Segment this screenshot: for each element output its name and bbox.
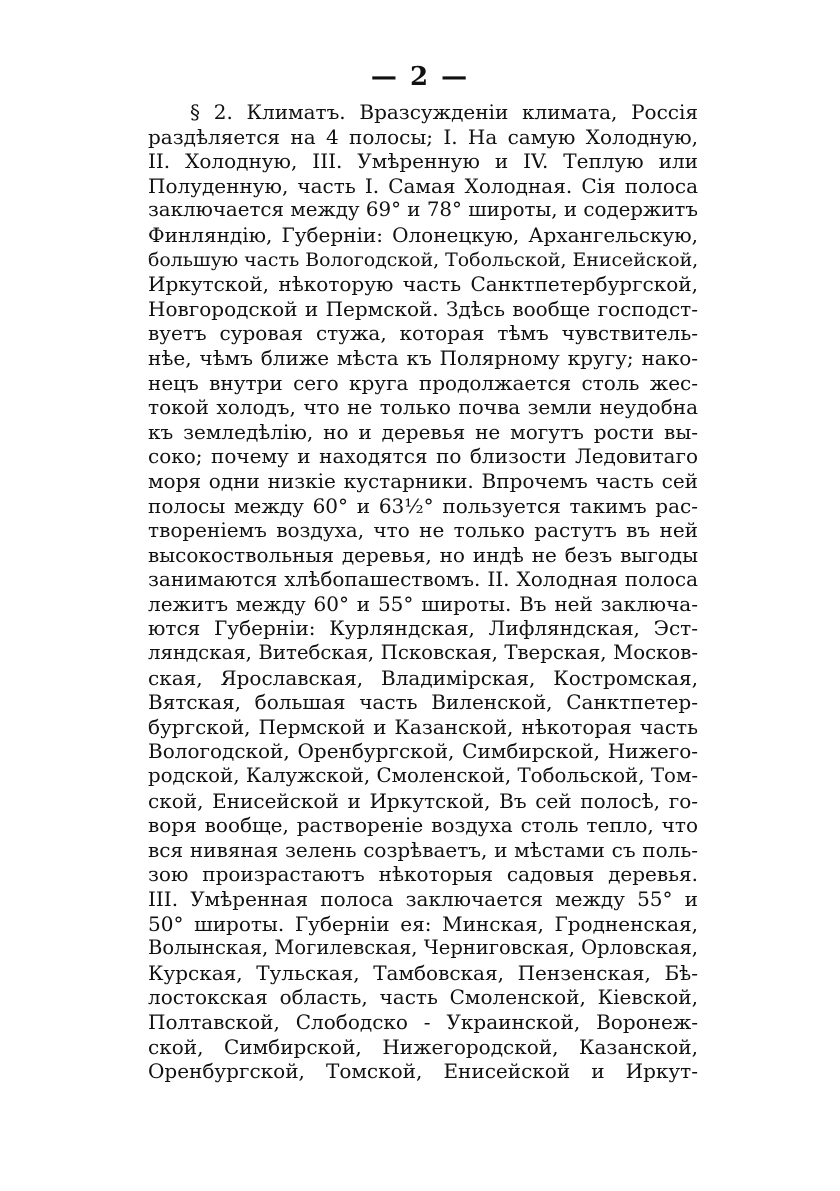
text-line: Полтавской, Слободско - Украинской, Воронеж- [148, 1009, 698, 1034]
text-line: высокоствольныя деревья, но индѣ не безъ выгоды [148, 542, 698, 567]
text-line: лежитъ между 60° и 55° широты. Въ ней заключа- [148, 591, 698, 616]
text-line: Волынская, Могилевская, Черниговская, Орловская, [148, 936, 698, 960]
text-line: нѣе, чѣмъ ближе мѣста къ Полярному кругу; нако- [148, 345, 698, 370]
text-line: полосы между 60° и 63½° пользуется такимъ рас- [148, 493, 698, 518]
text-line: нецъ внутри сего круга продолжается столь жес- [148, 370, 698, 395]
text-line: лостокская область, часть Смоленской, Кіевской, [148, 985, 698, 1010]
text-line: Иркутской, нѣкоторую часть Санктпетербургской, [148, 272, 698, 297]
text-line: ляндская, Витебская, Псковская, Тверская, Москов- [148, 641, 698, 665]
text-line: моря одни низкіе кустарники. Впрочемъ часть сей [148, 468, 698, 493]
text-line: ской, Енисейской и Иркутской, Въ сей полосѣ, го- [148, 788, 698, 813]
text-line: Вятская, большая часть Виленской, Санктпетер- [148, 690, 698, 715]
text-line: занимаются хлѣбопашествомъ. II. Холодная полоса [148, 567, 698, 592]
text-line: ются Губерніи: Курляндская, Лифляндская, Эст- [148, 616, 698, 641]
text-line: вся нивяная зелень созрѣваетъ, и мѣстами съ поль- [148, 837, 698, 862]
text-line: Новгородской и Пермской. Здѣсь вообще господст- [148, 296, 698, 321]
text-line: § 2. Климатъ. Вразсужденіи климата, Россія [190, 100, 698, 124]
text-line: бургской, Пермской и Казанской, нѣкоторая часть [148, 714, 698, 739]
text-line: вуетъ суровая стужа, которая тѣмъ чувствитель- [148, 321, 698, 346]
text-line: ской, Симбирской, Нижегородской, Казанской, [148, 1034, 698, 1059]
text-line: раздѣляется на 4 полосы; I. На самую Холодную, [148, 124, 698, 149]
text-line: Оренбургской, Томской, Енисейской и Иркут- [148, 1059, 698, 1084]
text-line: твореніемъ воздуха, что не только растутъ въ ней [148, 518, 698, 543]
text-line: Курская, Тульская, Тамбовская, Пензенская, Бѣ- [148, 960, 698, 985]
text-line: ская, Ярославская, Владимірская, Костромская, [148, 665, 698, 690]
body-text [148, 100, 698, 1084]
text-line: II. Холодную, III. Умѣренную и IV. Теплую или [148, 149, 698, 174]
text-line: Финляндію, Губерніи: Олонецкую, Архангельскую, [148, 222, 698, 247]
page-number: — 2 — [370, 62, 470, 92]
text-line: Полуденную, часть I. Самая Холодная. Сія полоса [148, 173, 698, 198]
text-line: токой холодъ, что не только почва земли неудобна [148, 395, 698, 420]
text-line: III. Умѣренная полоса заключается между 55° и [148, 887, 698, 911]
text-line: Вологодской, Оренбургской, Симбирской, Нижего- [148, 739, 698, 764]
text-line: зою произрастаютъ нѣкоторыя садовыя деревья. [148, 862, 698, 887]
text-line: воря вообще, раствореніе воздуха столь тепло, что [148, 813, 698, 838]
text-line: къ земледѣлію, но и деревья не могутъ рости вы- [148, 419, 698, 444]
text-line: большую часть Вологодской, Тобольской, Енисейской, [148, 248, 699, 271]
text-line: заключается между 69° и 78° широты, и содержитъ [148, 198, 698, 222]
text-line: 50° широты. Губерніи ея: Минская, Гродненская, [148, 911, 698, 936]
text-line: родской, Калужской, Смоленской, Тобольской, Том- [148, 764, 698, 788]
text-line: соко; почему и находятся по близости Ледовитаго [148, 444, 698, 469]
